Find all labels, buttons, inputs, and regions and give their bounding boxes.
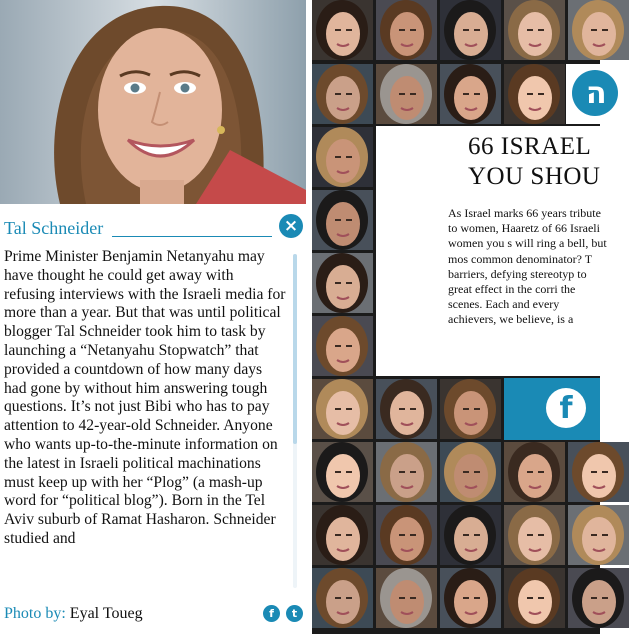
profile-photo (0, 0, 306, 204)
tile-face (390, 391, 424, 435)
portrait-tile[interactable] (312, 253, 373, 313)
portrait-tile[interactable] (440, 64, 501, 124)
portrait-thumbnail (568, 568, 629, 628)
tile-face (390, 454, 424, 498)
photo-credit (4, 605, 143, 623)
tile-face (390, 12, 424, 56)
portrait-tile[interactable] (376, 568, 437, 628)
tile-face (454, 517, 488, 561)
tile-face (326, 139, 360, 183)
tile-face (326, 202, 360, 246)
portrait-tile[interactable] (312, 190, 373, 250)
portrait-thumbnail (504, 64, 565, 124)
portrait-tile[interactable] (568, 0, 629, 60)
tile-face (518, 76, 552, 120)
tile-face (326, 328, 360, 372)
portrait-thumbnail (504, 442, 565, 502)
portrait-tile[interactable] (312, 127, 373, 187)
profile-bio: Prime Minister Benjamin Netanyahu may have thought he could get away with refusing interviews with the Israeli media for more than a year. But that was until political blogger Tal Schneider took him to task by launching a “Netanyahu Stopwatch” that provided a countdown of how many days had gone by without him answering tough questions. It’s not just Bibi who has to pay attention to 42-year-old Schneider. Anyone who wants up-to-the-minute information on the latest in Israeli political machinations must keep up with her “Plog” (a mash-up word for “political blog”). Born in the Tel Aviv suburb of Ramat Hasharon. Schneider studied and (4, 248, 286, 547)
facebook-share-icon[interactable]: f (263, 605, 280, 622)
portrait-tile[interactable] (504, 568, 565, 628)
portrait-thumbnail (376, 505, 437, 565)
portrait-tile[interactable] (376, 442, 437, 502)
portrait-thumbnail (312, 190, 373, 250)
portrait-tile[interactable] (568, 568, 629, 628)
tile-face (454, 580, 488, 624)
tile-face (326, 454, 360, 498)
profile-name: Tal Schneider (4, 218, 104, 238)
portrait-tile[interactable] (440, 568, 501, 628)
portrait-thumbnail (440, 379, 501, 439)
portrait-thumbnail (312, 0, 373, 60)
tile-face (518, 517, 552, 561)
portrait-thumbnail (504, 0, 565, 60)
portrait-tile[interactable] (312, 316, 373, 376)
portrait-thumbnail (376, 379, 437, 439)
portrait-thumbnail (376, 64, 437, 124)
bio-scrollbar-thumb[interactable] (293, 254, 297, 444)
portrait-tile[interactable] (440, 442, 501, 502)
portrait-thumbnail (312, 64, 373, 124)
tile-face (326, 391, 360, 435)
feature-headline-line-1: 66 ISRAEL (468, 133, 592, 160)
tile-face (582, 580, 616, 624)
portrait-thumbnail (376, 442, 437, 502)
portrait-thumbnail (312, 253, 373, 313)
portrait-tile[interactable] (376, 64, 437, 124)
portrait-thumbnail (312, 442, 373, 502)
portrait-thumbnail (440, 505, 501, 565)
tile-face (326, 265, 360, 309)
portrait-tile[interactable] (312, 505, 373, 565)
tile-face (390, 76, 424, 120)
facebook-icon: f (546, 388, 586, 428)
tile-face (518, 580, 552, 624)
portrait-tile[interactable] (312, 64, 373, 124)
portrait-tile[interactable] (376, 0, 437, 60)
portrait-thumbnail (376, 0, 437, 60)
tile-face (518, 454, 552, 498)
portrait-tile[interactable] (312, 0, 373, 60)
portrait-tile[interactable] (376, 505, 437, 565)
portrait-tile[interactable] (312, 568, 373, 628)
twitter-share-icon[interactable]: t (286, 605, 303, 622)
portrait-tile[interactable] (568, 505, 629, 565)
portrait-tile[interactable] (440, 505, 501, 565)
portrait-image (0, 0, 306, 204)
tile-face (582, 12, 616, 56)
portrait-thumbnail (568, 505, 629, 565)
portrait-tile[interactable] (312, 379, 373, 439)
profile-panel (0, 0, 306, 634)
tile-face (326, 580, 360, 624)
portrait-tile[interactable] (504, 64, 565, 124)
portrait-thumbnail (440, 0, 501, 60)
tile-face (390, 517, 424, 561)
name-underline (112, 236, 272, 237)
portrait-tile[interactable] (504, 505, 565, 565)
feature-headline (468, 132, 628, 192)
portrait-tile[interactable] (376, 379, 437, 439)
close-button[interactable] (279, 214, 303, 238)
tile-face (326, 12, 360, 56)
haaretz-logo-tile (566, 64, 607, 124)
portrait-tile[interactable] (504, 442, 565, 502)
feature-intro-box (376, 126, 616, 376)
portrait-thumbnail (312, 505, 373, 565)
photographer-name: Eyal Toueg (69, 605, 143, 622)
tile-face (326, 517, 360, 561)
portrait-thumbnail (312, 379, 373, 439)
tile-face (582, 517, 616, 561)
tile-face (326, 76, 360, 120)
portrait-tile[interactable] (312, 442, 373, 502)
photo-credit-label: Photo by: (4, 605, 66, 622)
feature-headline-line-2: YOU SHOU (468, 163, 601, 190)
tile-face (454, 391, 488, 435)
tile-face (454, 76, 488, 120)
portrait-thumbnail (504, 568, 565, 628)
portrait-thumbnail (312, 568, 373, 628)
bio-scrollbar[interactable] (293, 254, 297, 588)
portrait-thumbnail (312, 316, 373, 376)
portrait-thumbnail (440, 64, 501, 124)
portrait-thumbnail (440, 442, 501, 502)
portrait-thumbnail (504, 505, 565, 565)
tile-face (518, 12, 552, 56)
tile-face (390, 580, 424, 624)
portrait-thumbnail (376, 568, 437, 628)
close-icon: × (283, 216, 299, 236)
portrait-tile[interactable] (440, 379, 501, 439)
portrait-tile[interactable] (440, 0, 501, 60)
tile-face (454, 12, 488, 56)
portrait-thumbnail (440, 568, 501, 628)
haaretz-logo-glyph: ה (586, 76, 607, 111)
portrait-thumbnail (312, 127, 373, 187)
portrait-tile[interactable] (568, 442, 629, 502)
feature-intro-text: As Israel marks 66 years tribute to women, Haaretz of 66 Israeli women you s will ring a bell, but mos common denominator? T barriers, defying stereotyp to great effect in the corri the scenes. Each and every achievers, we believe, is a (448, 206, 607, 327)
portrait-thumbnail (568, 442, 629, 502)
portrait-thumbnail (568, 0, 629, 60)
portrait-tile[interactable] (504, 0, 565, 60)
tile-face (582, 454, 616, 498)
facebook-share-tile[interactable] (504, 378, 600, 440)
tile-face (454, 454, 488, 498)
